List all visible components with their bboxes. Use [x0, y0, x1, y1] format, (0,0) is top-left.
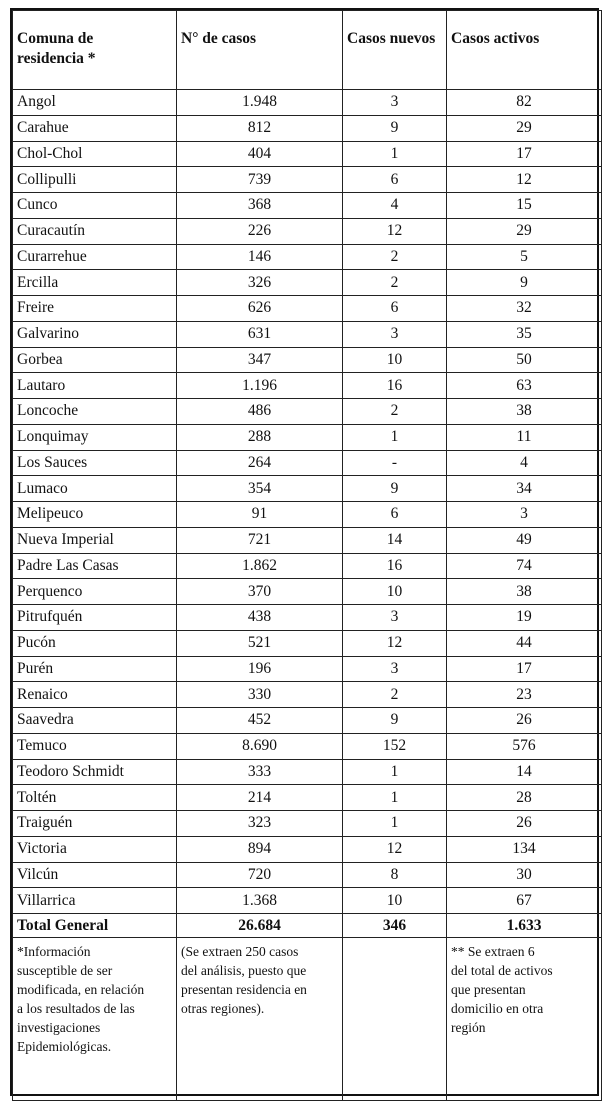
- header-commune: Comuna de residencia *: [13, 11, 177, 90]
- active-cases-cell: 4: [447, 450, 602, 476]
- active-cases-cell: 19: [447, 605, 602, 631]
- table-row: [13, 733, 602, 759]
- new-cases-cell: 16: [343, 553, 447, 579]
- cases-cell: 226: [177, 218, 343, 244]
- commune-cell: Nueva Imperial: [13, 527, 177, 553]
- new-cases-cell: 2: [343, 682, 447, 708]
- active-cases-cell: 12: [447, 167, 602, 193]
- commune-cell: Traiguén: [13, 811, 177, 837]
- commune-cell: Chol-Chol: [13, 141, 177, 167]
- active-cases-cell: 26: [447, 708, 602, 734]
- table-row: [13, 244, 602, 270]
- commune-cell: Galvarino: [13, 321, 177, 347]
- active-cases-cell: 38: [447, 399, 602, 425]
- new-cases-cell: 1: [343, 811, 447, 837]
- new-cases-cell: 2: [343, 270, 447, 296]
- commune-cell: Renaico: [13, 682, 177, 708]
- new-cases-cell: 9: [343, 476, 447, 502]
- new-cases-cell: 1: [343, 785, 447, 811]
- commune-cell: Saavedra: [13, 708, 177, 734]
- footnote-commune: [13, 938, 177, 1101]
- cases-by-commune-table: [12, 10, 602, 1101]
- commune-cell: Villarrica: [13, 888, 177, 914]
- commune-cell: Curacautín: [13, 218, 177, 244]
- commune-cell: Loncoche: [13, 399, 177, 425]
- table-row: [13, 424, 602, 450]
- commune-cell: Lautaro: [13, 373, 177, 399]
- total-active-cases: 1.633: [447, 914, 602, 938]
- cases-cell: 330: [177, 682, 343, 708]
- commune-cell: Ercilla: [13, 270, 177, 296]
- table-row: [13, 476, 602, 502]
- active-cases-cell: 14: [447, 759, 602, 785]
- table-row: [13, 579, 602, 605]
- cases-cell: 214: [177, 785, 343, 811]
- commune-cell: Cunco: [13, 193, 177, 219]
- cases-cell: 347: [177, 347, 343, 373]
- new-cases-cell: 10: [343, 347, 447, 373]
- commune-cell: Purén: [13, 656, 177, 682]
- commune-cell: Victoria: [13, 836, 177, 862]
- new-cases-cell: 3: [343, 656, 447, 682]
- table-row: [13, 836, 602, 862]
- header-new-cases: Casos nuevos: [343, 11, 447, 90]
- active-cases-cell: 15: [447, 193, 602, 219]
- new-cases-cell: 10: [343, 579, 447, 605]
- table-row: [13, 193, 602, 219]
- new-cases-cell: 3: [343, 90, 447, 116]
- cases-cell: 368: [177, 193, 343, 219]
- total-new-cases: 346: [343, 914, 447, 938]
- commune-cell: Melipeuco: [13, 502, 177, 528]
- active-cases-cell: 50: [447, 347, 602, 373]
- table-row: [13, 218, 602, 244]
- commune-cell: Temuco: [13, 733, 177, 759]
- commune-cell: Teodoro Schmidt: [13, 759, 177, 785]
- footnote-active-cases: [447, 938, 602, 1101]
- table-row: [13, 862, 602, 888]
- active-cases-cell: 74: [447, 553, 602, 579]
- table-row: [13, 167, 602, 193]
- cases-cell: 720: [177, 862, 343, 888]
- new-cases-cell: 3: [343, 605, 447, 631]
- active-cases-cell: 67: [447, 888, 602, 914]
- table-row: [13, 90, 602, 116]
- commune-cell: Los Sauces: [13, 450, 177, 476]
- cases-cell: 1.196: [177, 373, 343, 399]
- new-cases-cell: 3: [343, 321, 447, 347]
- cases-cell: 894: [177, 836, 343, 862]
- commune-cell: Freire: [13, 296, 177, 322]
- table-row: [13, 115, 602, 141]
- footnote-new-cases: [343, 938, 447, 1101]
- new-cases-cell: 2: [343, 244, 447, 270]
- active-cases-cell: 30: [447, 862, 602, 888]
- active-cases-cell: 3: [447, 502, 602, 528]
- table-row: [13, 270, 602, 296]
- footnote-text: *Información susceptible de ser modificada, en relación a los resultados de las investigaciones Epidemiológicas.: [17, 944, 145, 1054]
- total-row: [13, 914, 602, 938]
- new-cases-cell: 9: [343, 115, 447, 141]
- total-cases: 26.684: [177, 914, 343, 938]
- new-cases-cell: 1: [343, 424, 447, 450]
- active-cases-cell: 134: [447, 836, 602, 862]
- cases-cell: 1.862: [177, 553, 343, 579]
- table-row: [13, 347, 602, 373]
- new-cases-cell: 6: [343, 167, 447, 193]
- commune-cell: Curarrehue: [13, 244, 177, 270]
- cases-cell: 404: [177, 141, 343, 167]
- cases-cell: 521: [177, 630, 343, 656]
- cases-cell: 626: [177, 296, 343, 322]
- new-cases-cell: 152: [343, 733, 447, 759]
- active-cases-cell: 63: [447, 373, 602, 399]
- cases-cell: 631: [177, 321, 343, 347]
- header-row: [13, 11, 602, 90]
- table-row: [13, 759, 602, 785]
- table-row: [13, 296, 602, 322]
- table-row: [13, 321, 602, 347]
- new-cases-cell: 12: [343, 630, 447, 656]
- table-row: [13, 630, 602, 656]
- footnote-cases: [177, 938, 343, 1101]
- active-cases-cell: 28: [447, 785, 602, 811]
- cases-table-sheet: [10, 8, 599, 1096]
- cases-cell: 326: [177, 270, 343, 296]
- commune-cell: Toltén: [13, 785, 177, 811]
- table-row: [13, 785, 602, 811]
- active-cases-cell: 49: [447, 527, 602, 553]
- active-cases-cell: 34: [447, 476, 602, 502]
- active-cases-cell: 35: [447, 321, 602, 347]
- new-cases-cell: 14: [343, 527, 447, 553]
- active-cases-cell: 17: [447, 141, 602, 167]
- new-cases-cell: 2: [343, 399, 447, 425]
- table-row: [13, 450, 602, 476]
- header-cases: N° de casos: [177, 11, 343, 90]
- cases-cell: 812: [177, 115, 343, 141]
- new-cases-cell: -: [343, 450, 447, 476]
- cases-cell: 91: [177, 502, 343, 528]
- active-cases-cell: 32: [447, 296, 602, 322]
- cases-cell: 721: [177, 527, 343, 553]
- commune-cell: Angol: [13, 90, 177, 116]
- cases-cell: 370: [177, 579, 343, 605]
- new-cases-cell: 12: [343, 218, 447, 244]
- table-row: [13, 682, 602, 708]
- new-cases-cell: 1: [343, 759, 447, 785]
- commune-cell: Padre Las Casas: [13, 553, 177, 579]
- new-cases-cell: 9: [343, 708, 447, 734]
- active-cases-cell: 29: [447, 115, 602, 141]
- commune-cell: Perquenco: [13, 579, 177, 605]
- commune-cell: Vilcún: [13, 862, 177, 888]
- table-row: [13, 553, 602, 579]
- footnote-text: (Se extraen 250 casos del análisis, puesto que presentan residencia en otras regiones).: [181, 944, 307, 1016]
- cases-cell: 354: [177, 476, 343, 502]
- new-cases-cell: 6: [343, 296, 447, 322]
- active-cases-cell: 5: [447, 244, 602, 270]
- cases-cell: 264: [177, 450, 343, 476]
- commune-cell: Gorbea: [13, 347, 177, 373]
- notes-row: [13, 938, 602, 1101]
- new-cases-cell: 1: [343, 141, 447, 167]
- cases-cell: 8.690: [177, 733, 343, 759]
- cases-cell: 333: [177, 759, 343, 785]
- cases-cell: 1.948: [177, 90, 343, 116]
- table-row: [13, 399, 602, 425]
- table-row: [13, 656, 602, 682]
- commune-cell: Lonquimay: [13, 424, 177, 450]
- active-cases-cell: 23: [447, 682, 602, 708]
- commune-cell: Lumaco: [13, 476, 177, 502]
- new-cases-cell: 12: [343, 836, 447, 862]
- table-row: [13, 502, 602, 528]
- new-cases-cell: 10: [343, 888, 447, 914]
- active-cases-cell: 26: [447, 811, 602, 837]
- new-cases-cell: 6: [343, 502, 447, 528]
- active-cases-cell: 576: [447, 733, 602, 759]
- commune-cell: Carahue: [13, 115, 177, 141]
- cases-cell: 146: [177, 244, 343, 270]
- active-cases-cell: 11: [447, 424, 602, 450]
- commune-cell: Pitrufquén: [13, 605, 177, 631]
- table-row: [13, 708, 602, 734]
- cases-cell: 452: [177, 708, 343, 734]
- cases-cell: 739: [177, 167, 343, 193]
- new-cases-cell: 16: [343, 373, 447, 399]
- table-row: [13, 605, 602, 631]
- table-row: [13, 141, 602, 167]
- active-cases-cell: 17: [447, 656, 602, 682]
- table-row: [13, 811, 602, 837]
- active-cases-cell: 38: [447, 579, 602, 605]
- footnote-text: ** Se extraen 6 del total de activos que presentan domicilio en otra región: [451, 944, 553, 1035]
- cases-cell: 196: [177, 656, 343, 682]
- table-row: [13, 527, 602, 553]
- active-cases-cell: 82: [447, 90, 602, 116]
- active-cases-cell: 44: [447, 630, 602, 656]
- active-cases-cell: 9: [447, 270, 602, 296]
- cases-cell: 288: [177, 424, 343, 450]
- cases-cell: 323: [177, 811, 343, 837]
- commune-cell: Collipulli: [13, 167, 177, 193]
- cases-cell: 486: [177, 399, 343, 425]
- table-row: [13, 373, 602, 399]
- new-cases-cell: 8: [343, 862, 447, 888]
- total-label: Total General: [13, 914, 177, 938]
- cases-cell: 1.368: [177, 888, 343, 914]
- cases-cell: 438: [177, 605, 343, 631]
- new-cases-cell: 4: [343, 193, 447, 219]
- header-active-cases: Casos activos: [447, 11, 602, 90]
- commune-cell: Pucón: [13, 630, 177, 656]
- table-row: [13, 888, 602, 914]
- active-cases-cell: 29: [447, 218, 602, 244]
